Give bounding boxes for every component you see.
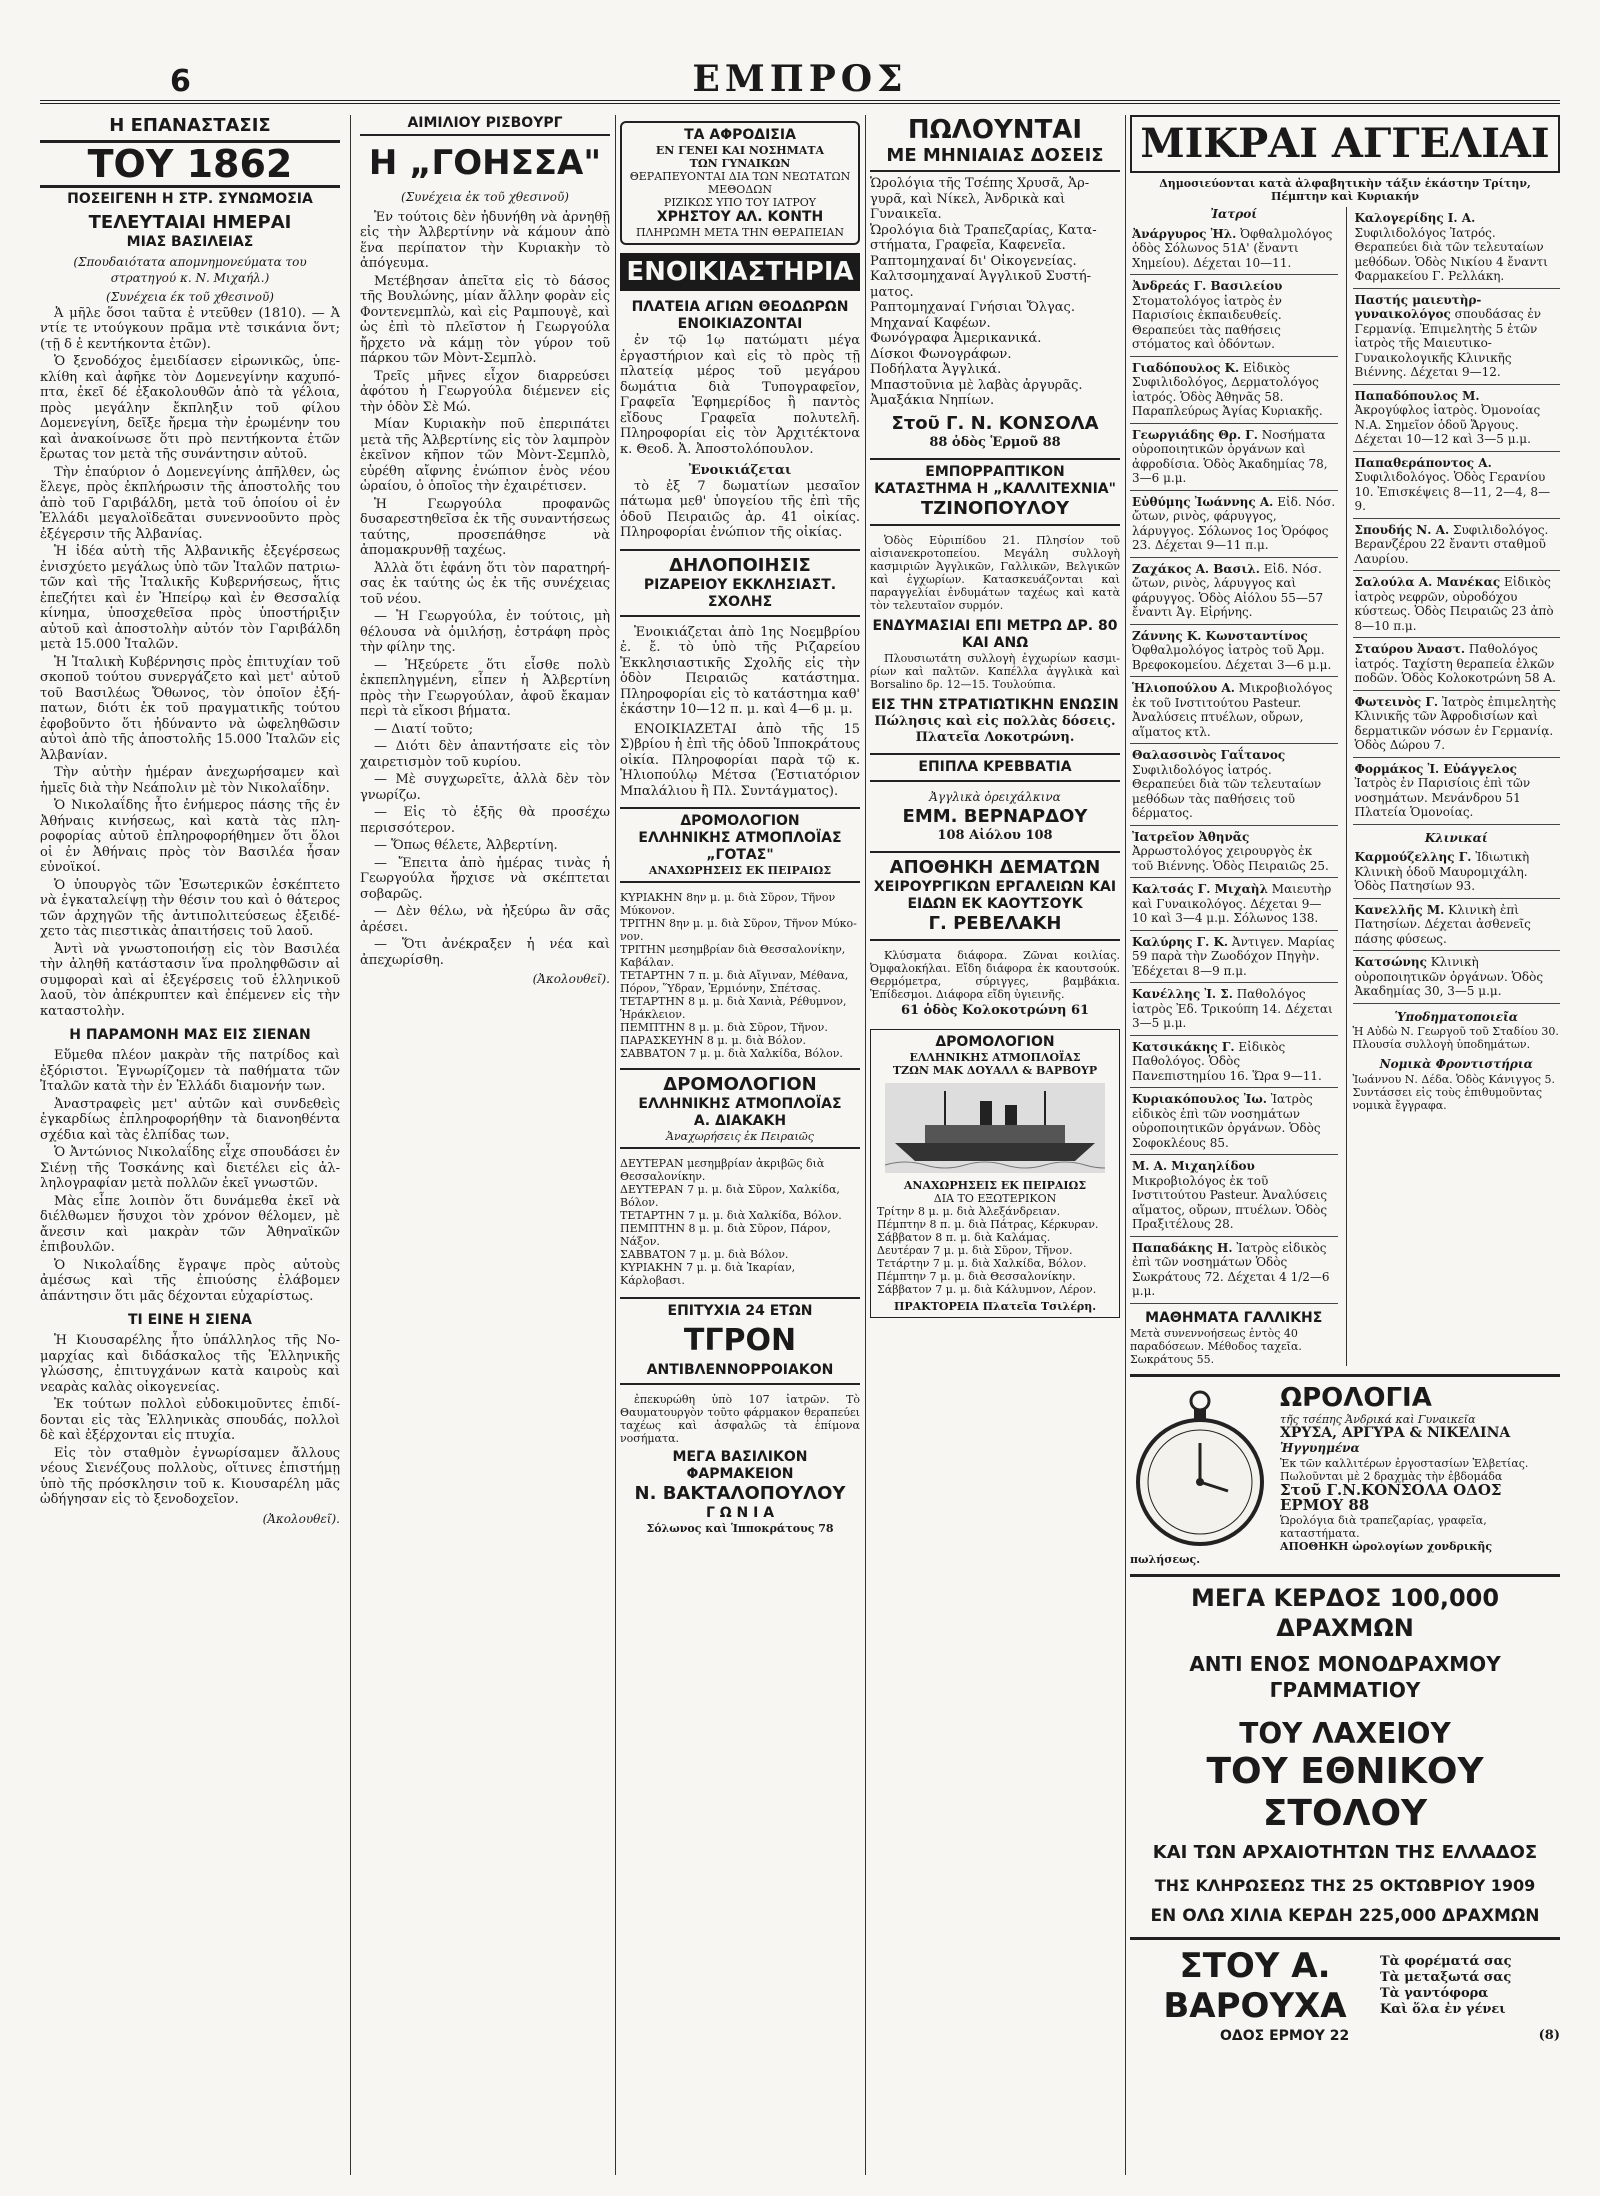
advert-text: Πλουσιωτάτη συλλογὴ ἐγχωρίων κασμιρίων καὶ παλτῶν. Καπέλλα ἀγγλικὰ καὶ Borsalino δρ. 12—15. Τουλούπια. [870,652,1120,691]
advert-text: Καὶ ὅλα ἐν γένει [1380,2001,1506,2017]
paragraph: Μὰς εἶπε λοιπὸν ὅτι δυνάμεθα ἐκεῖ νὰ διέλθωμεν ἥσυχοι τὸν χρόνον θέλομεν, μὲ ἄνεσιν καὶ μακρὰν τῶν Ἀθηναϊκῶν ἐπιβουλῶν. [40,1193,340,1255]
section-heading: Κλινικαί [1424,830,1488,845]
paragraph: Ἀναστραφεὶς μετ' αὐτῶν καὶ συνδεθεὶς ἐγκαρδίως ἐπληροφορήθην τὰ διανοηθέντα σχέδια καὶ τὰς ἐλπίδας των. [40,1096,340,1143]
advert-line: ΘΕΡΑΠΕΥΟΝΤΑΙ ΔΙΑ ΤΩΝ ΝΕΩΤΑΤΩΝ ΜΕΘΟΔΩΝ [629,170,851,196]
advert-line: Δίσκοι Φωνογράφων. [870,346,1012,362]
route-line: Πέμπτην 8 π. μ. διὰ Πάτρας, Κέρκυραν. [877,1217,1099,1231]
classified-ad [1353,846,1561,899]
paragraph: Ἐν τούτοις δὲν ἠδυνήθη νὰ ἀρνηθῇ εἰς τὴν Ἀλβερτίνην νὰ κάμουν ἀπὸ ἕνα περίπατον τὴν Κυριακὴν τὸ ἀπόγευμα. [360,209,610,271]
route-line: ΚΥΡΙΑΚΗΝ 8ην μ. μ. διὰ Σῦρον, Τῆνον Μύκονον. [620,891,836,917]
pharmacy-address: Σόλωνος καὶ Ἱπποκράτους 78 [646,1522,834,1535]
ad-name: Ἡλιοπούλου Α. [1132,681,1235,695]
advert-line: Ραπτομηχαναί δι' Οἰκογενείας. [870,253,1077,269]
ad-name: Σαλούλα Α. Μανέκας [1354,575,1501,589]
paragraph: Ὁ Νικολαΐδης ἦτο ἐνήμερος πάσης τῆς ἐν Ἀθήναις κινήσεως, καὶ κατὰ τὰς πληροφορίας αὐτοῦ ἐπληροφορήθημεν ὅτι ὅλοι οἱ ἐν Ἀθήναις πρὸς τὸν Βασιλέα ἦσαν εὐνοϊκοί. [40,798,340,875]
ad-name: Καλτσάς Γ. Μιχαὴλ [1132,882,1268,896]
pharmacy-name: ΜΕΓΑ ΒΑΣΙΛΙΚΟΝ ΦΑΡΜΑΚΕΙΟΝ [672,1449,808,1482]
route-line: Τετάρτην 7 μ. μ. διὰ Χαλκίδα, Βόλον. [877,1256,1087,1270]
advert-heading: ΑΝΑΧΩΡΗΣΕΙΣ ΕΚ ΠΕΙΡΑΙΩΣ [648,864,832,877]
paragraph: — Ἡ Γεωργούλα, ἐν τούτοις, μὴ θέλουσα νὰ ὁμιλήσῃ, ἐστράφη πρὸς τὴν φίλην της. [360,609,610,655]
ad-text: Στοματολόγος ἰατρὸς ἐν Παρισίοις ἐκπαιδευθείς. Θεραπεύει τὰς παθήσεις στόματος καὶ ὀδόντων. [1132,293,1282,351]
paragraph: Τρεῖς μῆνες εἶχον διαρρεύσει ἀφότου ἡ Γεωργούλα διέμενεν εἰς τὴν ὁδὸν Σὲ Μώ. [360,368,610,415]
route-line: ΣΑΒΒΑΤΟΝ 7 μ. μ. διὰ Βόλον. [620,1248,789,1261]
route-line: Τρίτην 8 μ. μ. διὰ Ἀλεξάνδρειαν. [877,1204,1061,1218]
paragraph: — Ὅτι ἀνέκραξεν ἡ νέα καὶ ἀπεχωρίσθη. [360,937,610,968]
ad-name: Ἀνάργυρος Ἠλ. [1132,226,1237,241]
classified-ad [1130,983,1338,1036]
ad-name: Ἰατρεῖον Ἀθηνᾶς [1132,829,1250,844]
paragraph: — Δὲν θέλω, νὰ ἠξεύρω ἂν σᾶς ἀρέσει. [360,904,610,935]
ad-name: Παστής μαιευτὴρ-γυναικολόγος [1354,292,1482,321]
column-feuilleton [360,115,610,2175]
paragraph: Ἐκ τούτων πολλοὶ εὐδοκιμοῦντες ἐπιδίδονται εἰς τὰς Ἑλληνικὰς σπουδάς, πολλοὶ δὲ καὶ ἐξέρχονται εἰς πτυχία. [40,1397,340,1443]
ad-text: Εἰδικὸς Συφιλιδολόγος, Δερματολόγος ἰατρός. Ὁδὸς Ἀθηνᾶς 58. Παραπλεύρως Ἁγίας Κυριακῆς. [1132,360,1323,418]
masthead [40,0,1560,104]
advert-heading: ΕΛΛΗΝΙΚΗΣ ΑΤΜΟΠΛΟΪΑΣ [909,1050,1081,1064]
advert-text: Ἡ Αὐδὼ Ν. Γεωργοῦ τοῦ Σταδίου 30. Πλουσία συλλογὴ ὑποδημάτων. [1352,1025,1559,1051]
route-line: ΤΡΙΤΗΝ μεσημβρίαν διὰ Θεσσαλονίκην, Καβάλαν. [620,943,846,969]
product-name: ΤΓΡΟΝ [683,1323,797,1358]
ad-name: Καλύρης Γ. Κ. [1132,934,1229,949]
advert-line: Μηχαναί Καφέων. [870,315,991,331]
ad-text: Μικροβιολόγος ἐκ τοῦ Ινστιτούτου Pasteur. Ἀναλύσεις αἵματος, οὔρων, πτυέλων. Ὁδὸς Πραξιτέλους 28. [1132,1173,1328,1231]
to-be-continued: (Ἀκολουθεῖ). [532,972,610,986]
classified-ad [1353,758,1561,825]
paragraph: — Διότι δὲν ἀπαντήσατε εἰς τὸν χαιρετισμὸν τοῦ κυρίου. [360,739,610,770]
column-classifieds-b [870,115,1120,2175]
route-line: ΣΑΒΒΑΤΟΝ 7 μ. μ. διὰ Χαλκίδα, Βόλον. [620,1047,843,1060]
route-line: Δευτέραν 7 μ. μ. διὰ Σῦρον, Τῆνον. [877,1243,1073,1257]
advert-text: Τὰ γαντόφορα [1380,1985,1489,2001]
advert-number: (8) [1538,2027,1560,2043]
shipping-schedule [870,1029,1120,1318]
route-line: ΤΡΙΤΗΝ 8ην μ. μ. διὰ Σῦρον, Τῆνον Μύκονον. [620,917,857,943]
classified-ad [1130,223,1338,276]
ad-text: Ὀφθαλμολόγος ἰατρὸς τοῦ Ἀρμ. Βρεφοκομείου. Δέχεται 3—6 μ.μ. [1132,643,1332,672]
shop-name: Γ. ΡΕΒΕΛΑΚΗ [928,913,1062,934]
shop-address: 88 ὁδὸς Ἑρμοῦ 88 [929,434,1061,450]
advert-heading: ΕΝΔΥΜΑΣΙΑΙ ΕΠΙ ΜΕΤΡΩ ΔΡ. 80 ΚΑΙ ΑΝΩ [872,618,1118,651]
advert-line: ΠΛΗΡΩΜΗ ΜΕΤΑ ΤΗΝ ΘΕΡΑΠΕΙΑΝ [635,226,845,239]
advert-text: τὸ ἐξ 7 δωματίων μεσαῖον πάτωμα μεθ' ὑπογείου τῆς ἐπὶ τῆς ὁδοῦ Πειραιῶς ἀρ. 41 οἰκίας. Πληροφορίαι ἐνώπιον τῆς οἰκίας. [620,478,860,540]
route-line: ΠΕΜΠΤΗΝ 8 μ. μ. διὰ Σῦρον, Τῆνον. [620,1021,828,1034]
section-heading: Ἰατροί [1210,207,1258,221]
advert-heading: ΠΩΛΟΥΝΤΑΙ [907,115,1083,145]
ad-name: Καρμούζελλης Γ. [1354,850,1472,864]
paragraph: — Ὅπως θέλετε, Ἀλβερτίνη. [374,838,558,853]
advert-line: Ὡρολόγια διὰ Τραπεζαρίας, Καταστήματα, Γραφεῖα, Καφενεῖα. [870,222,1097,253]
section-heading: ΔΗΛΟΠΟΙΗΣΙΣ [669,554,811,576]
advert-line: ΧΡΗΣΤΟΥ ΑΛ. ΚΟΝΤΗ [656,209,824,225]
advert-text: Ὡρολόγια διὰ τραπεζαρίας, γραφεῖα, καταστήματα. [1280,1513,1487,1540]
advert-text: Κλύσματα διάφορα. Ζῶναι κοιλίας. Ὀμφαλοκήλαι. Εἴδη διάφορα ἐκ καουτσούκ. Θερμόμετρα, σύριγγες, βαμβάκια. Ἐπίδεσμοι. Διάφορα εἴδη ὑγιεινῆς. [870,949,1120,1001]
shop-name: ΕΜΜ. ΒΕΡΝΑΡΔΟΥ [902,805,1088,827]
paragraph: Ἡ Κιουσαρέλης ἦτο ὑπάλληλος τῆς Νομαρχίας καὶ διδάσκαλος τῆς Ἑλληνικῆς γλώσσης, ἐπιτυγχάνων κατὰ καιροὺς καὶ νεαρὰς καλὰς οἰκογενείας. [40,1333,340,1395]
advert-heading: ΕΠΙΤΥΧΙΑ 24 ΕΤΩΝ [667,1303,813,1319]
shop-address: 61 ὁδὸς Κολοκοτρώνη 61 [900,1003,1090,1018]
byline: (Σπουδαιότατα απομνημονεύματα του στρατηγού κ. Ν. Μιχαήλ.) [73,255,307,285]
ad-text: Μικροβιολόγος ἐκ τοῦ Ινστιτούτου Pasteur. Ἀναλύσεις πτυέλων, οὔρων, αἵματος κτλ. [1132,681,1333,739]
ad-name: Εὐθύμης Ἰωάννης Α. [1132,494,1274,509]
advert-text: τῆς τσέπης Ἀνδρικά καὶ Γυναικεῖα [1280,1412,1476,1426]
paragraph: Ἀντὶ νὰ γνωστοποιήσῃ εἰς τὸν Βασιλέα τὴν ἀληθῆ κατάστασιν ἵνα προληφθῶσιν αἱ συμφοραὶ καὶ αἱ ἐξεγέρσεις τοῦ ἑλληνικοῦ λαοῦ, τὸν ἀπέκρυπτεν καὶ ἐπέμενεν εἰς τὴν καταστολὴν. [40,941,340,1019]
advert-heading: ΚΑΤΑΣΤΗΜΑ Η „ΚΑΛΛΙΤΕΧΝΙΑ" [874,481,1116,497]
advert-heading: ΤΖΩΝ ΜΑΚ ΔΟΥΑΛΛ & ΒΑΡΒΟΥΡ [892,1063,1098,1077]
ad-name: Κανελλῆς Μ. [1354,902,1445,917]
paper-name: ΕΜΠΡΟΣ [692,58,908,100]
paragraph: Ἡ ἰδέα αὐτὴ τῆς Ἀλβανικῆς ἐξεγέρσεως ἐνισχύετο μεγάλως ὑπὸ τῶν Ἰταλῶν πατριωτῶν καὶ τῆς Ἰταλικῆς Κυβερνήσεως, ἥτις ἐπεζήτει καὶ ἐν Ἠπείρῳ καὶ ἐν Θεσσαλίᾳ κίνημα, ὑποσχεθεῖσα πρὸς ὑποστήριξιν αὐτοῦ καὶ ἀποστολὴν αὐτόν τὸν Γαριβάλδη μετὰ 15.000 Ἰταλῶν. [40,544,340,652]
advert-text: Ἀγγλικὰ ὀρειχάλκινα [929,790,1061,804]
ad-name: Κυριακόπουλος Ἰω. [1132,1092,1267,1106]
ad-text: Εἰδικὸς Παθολόγος. Ὁδὸς Πανεπιστημίου 16. Ὥρα 9—11. [1132,1039,1322,1083]
advert-heading: ΜΕ ΜΗΝΙΑΙΑΣ ΔΟΣΕΙΣ [870,145,1120,172]
feuilleton-author: ΑΙΜΙΛΙΟΥ ΡΙΣΒΟΥΡΓ [360,115,610,136]
advert-line: ΡΙΖΙΚΩΣ ΥΠΟ ΤΟΥ ΙΑΤΡΟΥ [663,196,817,209]
section-heading: Νομικὰ Φροντιστήρια [1379,1057,1533,1071]
ad-text: Νοσήματα οὐροποιητικῶν ὀργάνων καὶ ἀφροδίσια. Ὁδὸς Ἀκαδημίας 78, 3—6 μ.μ. [1132,427,1328,485]
column-small-ads [1130,115,1560,2175]
pharmacy-name: Ν. ΒΑΚΤΑΛΟΠΟΥΛΟΥ [634,1483,846,1504]
paragraph: Μίαν Κυριακὴν ποῦ ἐπεριπάτει μετὰ τῆς Ἀλβερτίνης εἰς τὸν λαμπρὸν ἐκεῖνον κῆπον τῶν Μὸντ-Σεμπλὸ, εὑρέθη αἴφνης ἐνώπιον ἑνὸς νέου ὡραίου, ὁ ὁποῖος τὴν ἐχαιρέτισεν. [360,417,610,494]
section-heading: ΔΡΟΜΟΛΟΓΙΟΝ [680,813,800,829]
watch-advert [1130,1374,1560,1566]
advert-text: ἐν τῷ 1ῳ πατώματι μέγα ἐργαστήριον καὶ εἰς τὸ πρὸς τῇ πλατείᾳ μέρος τοῦ μεγάρου δωμάτια διὰ Τυπογραφεῖον, Γραφεῖα Ἐφημερίδος ἢ παντὸς εἴδους Γραφεῖα πολυτελῆ. Πληροφορίαι εἰς τὸν Ἀρχιτέκτονα κ. Θεοδ. Ἀ. Ἀποστολόπουλον. [620,333,860,457]
paragraph: — Μὲ συγχωρεῖτε, ἀλλὰ δὲν τὸν γνωρίζω. [360,772,610,803]
classified-ad [1353,638,1561,691]
advert-heading: ΕΙΣ ΤΗΝ ΣΤΡΑΤΙΩΤΙΚΗΝ ΕΝΩΣΙΝ [871,697,1119,713]
paragraph: Ὁ Νικολαΐδης ἔγραψε πρὸς αὐτοὺς ἀμέσως καὶ τῆς ἐπιούσης ἐλάβομεν ἀπάντησιν ὅτι μᾶς δέχονται εὐχαρίστως. [40,1257,340,1304]
ad-name: Ζάννης Κ. Κωνσταντίνος [1132,628,1308,643]
classified-ad [1130,424,1338,491]
route-line: Σάββατον 8 π. μ. διὰ Καλάμας. [877,1230,1051,1244]
classified-ad [1130,558,1338,625]
ad-text: Ἀντιγεν. Μαρίας 59 παρὰ τὴν Ζωοδόχον Πηγὴν. Ἐδέχεται 8—9 π.μ. [1132,934,1335,978]
classified-ad [1130,1036,1338,1089]
advert-line: ΤΑ ΑΦΡΟΔΙΣΙΑ [684,127,796,143]
article-title-year: ΤΟΥ 1862 [40,140,340,188]
article-title: Η ΕΠΑΝΑΣΤΑΣΙΣ [109,115,271,136]
advert-line: ΕΝ ΓΕΝΕΙ ΚΑΙ ΝΟΣΗΜΑΤΑ [655,144,825,157]
section-heading: ΕΜΠΟΡΡΑΠΤΙΚΟΝ [925,464,1065,480]
classified-ad [1353,571,1561,638]
continuation-note: (Συνέχεια ἐκ τοῦ χθεσινοῦ) [401,190,569,204]
section-heading: ΔΡΟΜΟΛΟΓΙΟΝ [663,1074,817,1095]
advert-heading: ΔΙΑ ΤΟ ΕΞΩΤΕΡΙΚΟΝ [933,1191,1057,1205]
paragraph: Τὴν αὐτὴν ἡμέραν ἀνεχωρήσαμεν καὶ ἡμεῖς διὰ τὴν Νεάπολιν μὲ τὸν Νικολαΐδην. [40,765,340,796]
column-divider [350,115,351,2175]
shop-name: ΣΤΟΥ Α. ΒΑΡΟΥΧΑ [1163,1945,1347,2026]
ads-subcolumn-left [1130,207,1338,1366]
route-line: ΔΕΥΤΕΡΑΝ 7 μ. μ. διὰ Σῦρον, Χαλκίδα, Βόλον. [620,1183,840,1209]
classified-ad [1353,519,1561,572]
paragraph: Μετέβησαν ἀπεῖτα εἰς τὸ δάσος τῆς Βουλώνης, μίαν ἄλλην φορὰν εἰς Φοντενεμπλὼ, καὶ εἰς Ραμπουγὲ, καὶ ὡς ἐπὶ τὸ πλεῖστον ἡ Γεωργούλα ἤρχετο νὰ κάμῃ τὸν γύρον τοῦ πάρκου τῶν Μὸντ-Σεμπλὸ. [360,273,610,366]
advert-line: Μπαστοῦνια μὲ λαβὰς ἀργυρᾶς. [870,377,1083,393]
route-line: ΠΕΜΠΤΗΝ 8 μ. μ. διὰ Σῦρον, Πάρον, Νάξον. [620,1222,831,1248]
lottery-headline: ΜΕΓΑ ΚΕΡΔΟΣ 100,000 ΔΡΑΧΜΩΝ [1190,1583,1500,1642]
section-heading: ΑΠΟΘΗΚΗ ΔΕΜΑΤΩΝ [889,857,1101,878]
paragraph: Ἡ Γεωργούλα προφανῶς δυσαρεστηθεῖσα ἐκ τῆς συναντήσεως ταύτης, προσεπάθησε νὰ ἀπομακρυνθῇ ταχέως. [360,496,610,558]
advert-heading: ΕΛΛΗΝΙΚΗΣ ΑΤΜΟΠΛΟΪΑΣ „ΓΟΤΑΣ" [638,830,842,863]
ad-text: Μαιευτὴρ καὶ Γυναικολόγος. Δέχεται 9—10 καὶ 3—4 μ.μ. Σόλωνος 138. [1132,882,1332,925]
ad-name: Ἀνδρεάς Γ. Βασιλείου [1132,279,1283,293]
advert-heading: Ἀναχωρήσεις ἐκ Πειραιῶς [666,1130,814,1143]
ad-text: Εἰδ. Νόσ. ὤτων, ρινὸς, λάρυγγος καὶ φάρυγγος. Ὁδὸς Αἰόλου 55—57 ἔναντι Ἁγ. Εἰρήνης. [1132,561,1324,619]
advert-text: Ἐνοικιάζεται ἀπὸ 1ης Νοεμβρίου ἐ. ἔ. τὸ ὑπὸ τῆς Ριζαρείου Ἐκκλησιαστικῆς Σχολῆς εἰς τὴν ὁδὸν Πειραιῶς κατάστημα. Πληροφορίαι εἰς τὸ κατάστημα καθ' ἑκάστην 10—12 π. μ. καὶ 4—6 μ. μ. [620,624,860,717]
advert-line: Ὡρολόγια τῆς Τσέπης Χρυσᾶ, Ἀργυρᾶ, καὶ Νίκελ, Ἀνδρικὰ καὶ Γυναικεῖα. [870,176,1090,222]
route-line: ΠΑΡΑΣΚΕΥΗΝ 8 μ. μ. διὰ Βόλον. [620,1034,807,1047]
lottery-headline: ΚΑΙ ΤΩΝ ΑΡΧΑΙΟΤΗΤΩΝ ΤΗΣ ΕΛΛΑΔΟΣ [1152,1841,1538,1863]
ad-name: Παπαθεράποντος Α. [1354,455,1492,470]
ad-text: Συφιλιδολόγος ἰατρός. Θεραπεύει διὰ τῶν τελευταίων μεθόδων τὰς παθήσεις τοῦ δέρματος. [1132,762,1322,820]
feuilleton-title: Η „ΓΟΗΣΣΑ" [368,143,602,183]
page-number: 6 [170,64,191,99]
advert-heading: ΧΕΙΡΟΥΡΓΙΚΩΝ ΕΡΓΑΛΕΙΩΝ ΚΑΙ ΕΙΔΩΝ ΕΚ ΚΑΟΥΤΣΟΥΚ [873,879,1117,912]
classified-ad [1130,625,1338,678]
classified-ad [1353,452,1561,519]
article-subtitle: ΜΙΑΣ ΒΑΣΙΛΕΙΑΣ [126,234,254,250]
paragraph: Ὁ ξενοδόχος ἐμειδίασεν εἰρωνικῶς, ὑπεκλίθη καὶ ἀφῆκε τὸν Δομενεγίνην καχυπόπτα, ἐκεῖ δέ ἐξακολουθῶν ἀπὸ τὰ γέλοια, πρὸς μεγάλην ἔκπληξιν τοῦ φίλου Δομενεγίνη, δεῖξε ἤρεμα τὴν ἐρωμένην του καὶ ἀνακοίνωσε ὅτι πρὸ πεντήκοντα ἐτῶν ἔρωτας τον μετὰ τῆς συνάντησιν αὐτοῦ. [40,354,340,462]
column-divider [1125,115,1126,2175]
agency-address: ΠΡΑΚΤΟΡΕΙΑ Πλατεῖα Τσιλέρη. [893,1299,1097,1313]
advert-text: Ὁδὸς Εὐριπίδου 21. Πλησίον τοῦ αἰσιανεκροτοπείου. Μεγάλη συλλογὴ κασμιριῶν Ἀγγλικῶν, Γαλλικῶν, Βελγικῶν καὶ ἐγχωρίων. Κατασκευάζονται καὶ παραγγελίαι ἐνδυμάτων ταχέως καὶ κατὰ τὸν τελευταῖον συρμόν. [870,534,1120,612]
continuation-note: (Συνέχεια έκ τοῦ χθεσινοῦ) [106,290,274,304]
ad-name: Καλογερίδης Ι. Α. [1354,211,1476,225]
advert-text: Ἰωάννου Ν. Δέδα. Ὁδὸς Κάνιγγος 5. Συντάσσει εἰς τοὺς ἐπιθυμοῦντας νομικὰ ἔγγραφα. [1352,1072,1556,1112]
advert-line: Ποδήλατα Ἀγγλικά. [870,362,1002,377]
section-heading: ΤΙ ΕΙΝΕ Η ΣΙΕΝΑ [127,1312,253,1328]
ad-text: Ἰατρὸς εἰδικὸς ἐπὶ τῶν νοσημάτων οὐροποιητικῶν ὀργάνων. Ὁδὸς Σοφοκλέους 85. [1132,1092,1321,1150]
to-be-continued: (Ἀκολουθεῖ). [262,1511,340,1526]
advert-line: ΤΩΝ ΓΥΝΑΙΚΩΝ [689,157,791,170]
column-divider [865,115,866,2175]
paragraph: Εὕμεθα πλέον μακρὰν τῆς πατρίδος καὶ ἐξόριστοι. Ἐγνωρίζομεν τὰ παθήματα τῶν Ἰταλῶν κατὰ τὴν ἐν Ἑλλάδι διαμονήν των. [40,1048,340,1094]
ad-text: Συφιλιδολόγος. Ὁδὸς Γερανίου 10. Ἐπισκέψεις 8—11, 2—4, 8—9. [1354,470,1551,513]
classified-ad [1353,951,1561,1004]
lottery-prizes: ΕΝ ΟΛΩ ΧΙΛΙΑ ΚΕΡΔΗ 225,000 ΔΡΑΧΜΩΝ [1150,1905,1540,1926]
classified-ad [1130,1237,1338,1304]
ad-name: Κατσώνης [1354,955,1427,969]
lottery-advert [1130,1574,1560,1927]
column-divider [615,115,616,2175]
ad-text: Παθολόγος ἰατρὸς Ἐδ. Τρικούπη 14. Δέχεται 3—5 μ.μ. [1132,987,1333,1030]
classified-ad [1353,207,1561,289]
ad-name: Σταύρου Ἀναστ. [1354,642,1466,656]
paragraph: — Ἔπειτα ἀπὸ ἡμέρας τινὰς ἡ Γεωργούλα ἤρχισε νὰ σκέπτεται σοβαρῶς. [360,855,610,902]
advert-heading: Ἐνοικιάζεται [688,463,792,478]
ad-name: Μ. Α. Μιχαηλίδου [1132,1159,1255,1173]
shop-address: 108 Αἰόλου 108 [937,827,1053,843]
classified-ad [1130,826,1338,879]
pocket-watch-icon [1130,1387,1270,1547]
advert-text: Τὰ μεταξωτά σας [1380,1969,1512,1985]
shop-address: ΟΔΟΣ ΕΡΜΟΥ 22 [1220,2027,1350,2044]
classified-ad [1353,289,1561,385]
advert-text: Ἠγγυημένα [1280,1441,1360,1455]
ad-text: Συφιλιδολόγος. Βερανζέρου 22 ἔναντι σταθμοῦ Λαυρίου. [1354,522,1549,566]
advert-text: ΕΝΟΙΚΙΑΖΕΤΑΙ ἀπὸ τῆς 15 Σ)βρίου ἡ ἐπὶ τῆς ὁδοῦ Ἱπποκράτους οἰκία. Πληροφορίαι παρὰ τῷ κ. Ἠλιοπούλῳ Μέτσα (Ἑστιατόριον Μπαλάλιου ἢ Πλ. Συντάγματος). [620,721,860,799]
advert-heading: ΑΝΑΧΩΡΗΣΕΙΣ ΕΚ ΠΕΙΡΑΙΩΣ [903,1178,1087,1192]
classified-ad [1353,899,1561,952]
classified-ad [1130,491,1338,558]
ad-text: Συφιλιδολόγος Ἰατρός. Θεραπεύει διὰ τῶν τελευταίων μεθόδων. Ὁδὸς Νικίου 4 ἔναντι Φαρμακείου Γ. Ρελλάκη. [1354,225,1548,283]
ad-name: Ζαχάκος Α. Βασιλ. [1132,561,1260,576]
route-line: ΤΕΤΑΡΤΗΝ 7 π. μ. διὰ Αἴγιναν, Μέθανα, Πόρον, Ὕδραν, Ἑρμιόνην, Σπέτσας. [620,969,849,995]
ad-text: Εἰδ. Νόσ. ὤτων, ρινὸς, φάρυγγος, λάρυγγος. Σόλωνος 1ος Ὁρόφος 23. Δέχεται 9—11 π.μ. [1132,494,1336,552]
classified-ad [1130,744,1338,826]
advert-line: Φωνόγραφα Ἀμερικανικά. [870,331,1042,346]
ad-text: Ἰδιωτικὴ Κλινικὴ ὁδοῦ Μαυρομιχάλη. Ὁδὸς Πατησίων 93. [1354,850,1530,893]
section-heading: ΔΡΟΜΟΛΟΓΙΟΝ [935,1033,1055,1050]
advert-text: ΧΡΥΣΑ, ΑΡΓΥΡΑ & ΝΙΚΕΛΙΝΑ [1280,1424,1511,1441]
paragraph: — Ἠξεύρετε ὅτι εἶσθε πολὺ ἐκπεπληγμένη, εἶπεν ἡ Ἀλβερτίνη πρὸς τὴν Γεωργούλαν, ἀφοῦ ἔκαμαν περὶ τὰ εἴκοσι βήματα. [360,657,610,719]
advert-heading: ΕΛΛΗΝΙΚΗΣ ΑΤΜΟΠΛΟΪΑΣ [638,1096,842,1112]
advert-line: Ἀμαξάκια Νηπίων. [870,393,995,408]
route-line: ΔΕΥΤΕΡΑΝ μεσημβρίαν ἀκριβῶς διὰ Θεσσαλονίκην. [620,1157,825,1183]
lottery-draw-date: ΤΗΣ ΚΛΗΡΩΣΕΩΣ ΤΗΣ 25 ΟΚΤΩΒΡΙΟΥ 1909 [1154,1875,1536,1895]
small-ads-subtitle: Δημοσιεύονται κατὰ ἀλφαβητικὴν τάξιν ἑκάστην Τρίτην, Πέμπτην καὶ Κυριακήν [1159,177,1531,203]
classified-ad [1130,1155,1338,1237]
ad-name: Φωτεινὸς Γ. [1354,694,1439,709]
article-subtitle: ΠΟΣΕΙΓΕΝΗ Η ΣΤΡ. ΣΥΝΩΜΟΣΙΑ [67,191,313,207]
advert-heading: Α. ΔΙΑΚΑΚΗ [693,1113,787,1129]
lottery-headline: ΤΟΥ ΕΘΝΙΚΟΥ ΣΤΟΛΟΥ [1206,1750,1484,1834]
steamship-icon [885,1083,1105,1173]
section-heading: ΕΝΟΙΚΙΑΣΤΗΡΙΑ [620,253,860,291]
ad-name: Παπαδάκης Η. [1132,1240,1233,1255]
ad-name: Φορμάκος Ἰ. Εὐάγγελος [1354,761,1517,776]
ad-text: Κλινικὴ οὐροποιητικῶν ὀργάνων. Ὁδὸς Ἀκαδημίας 30, 3—5 μ.μ. [1354,955,1544,998]
advert-line: Ραπτομηχαναί Γνήσιαι Ὄλγας. [870,300,1075,315]
ads-subcolumn-right [1346,207,1561,1366]
ad-text: σπουδάσας ἐν Γερμανίᾳ. Ἐπιμελητὴς 5 ἐτῶν ἰατρὸς τῆς Μαιευτικο-Γυναικολογικῆς Κλινικῆς Βιέννης. Δέχεται 9—12. [1354,307,1542,379]
section-heading: Ὑποδηματοποιεῖα [1394,1009,1519,1024]
ad-text: Ὀφθαλμολόγος ὁδὸς Σόλωνος 51Α' (ἔναντι Χημείου). Δέχεται 10—11. [1132,226,1333,270]
ad-name: Παπαδόπουλος Μ. [1354,388,1480,403]
advert-heading: ΩΡΟΛΟΓΙΑ [1280,1382,1432,1413]
shop-name: Στοῦ Γ.Ν.ΚΟΝΣΟΛΑ ΟΔΟΣ ΕΡΜΟΥ 88 [1280,1480,1502,1514]
column-revolution-article [40,115,340,2175]
paragraph: — Διατί τοῦτο; [374,721,474,737]
varouxa-advert [1130,1937,1560,2026]
advert-heading: ΑΝΤΙΒΛΕΝΝΟΡΡΟΙΑΚΟΝ [646,1362,834,1378]
paragraph: Τὴν ἐπαύριον ὁ Δομενεγίνης ἀπῆλθεν, ὡς ἔλεγε, πρὸς ἐκπλήρωσιν τῆς ἀποστολῆς του ἀπὸ τοῦ Γαριβάλδη, μετὰ τοῦ ὁποίου οἱ ἐν Ἑλλάδι μεγαλοϊδεᾶται συνεννοοῦντο πρὸς ἐξέγερσιν τῆς Ἀλβανίας. [40,464,340,542]
ad-text: Ἰατρὸς ἐν Παρισίοις ἐπὶ τῶν νοσημάτων. Μενάνδρου 51 Πλατεία Ὁμονοίας. [1354,776,1531,819]
classified-ad [1130,931,1338,984]
advert-text: Μετὰ συνεννοήσεως ἐντὸς 40 παραδόσεων. Μέθοδος ταχεῖα. Σωκράτους 55. [1130,1326,1302,1366]
paragraph: Ἀ μῆλε ὅσοι ταῦτα ἐ ντεῦθεν (1810). — Ἀ ντίε τε ντούγκουν πρᾶμα ντὲ τσικάνια ὅντ; (τῇ δ ἐ κεντήκοντα ἐτῶν). [40,305,340,352]
article-subtitle: ΤΕΛΕΥΤΑΙΑΙ ΗΜΕΡΑΙ [88,212,292,233]
lottery-headline: ΤΟΥ ΛΑΧΕΙΟΥ [1239,1716,1451,1750]
ad-name: Κατσικάκης Γ. [1132,1039,1235,1054]
ad-text: Ἀκρογύφλος ἰατρὸς. Ὀμονοίας Ν.Α. Σημεῖον ὁδοῦ Ἄργους. Δέχεται 10—12 καὶ 3—5 μ.μ. [1354,403,1541,446]
classified-ad [1130,878,1338,931]
classified-ad [1130,275,1338,357]
ad-name: Γιαδόπουλος Κ. [1132,360,1240,375]
paragraph: Ὁ ὑπουργὸς τῶν Ἐσωτερικῶν ἐσκέπτετο νὰ ἐγκαταλείψῃ τὴν θέσιν του καὶ ὁ θάτερος τῶν ἀρχηγῶν τῆς ἀντιπολιτεύσεως ἐξειδέχετο τὰς πιεστικὰς ἀπαιτήσεις τοῦ λαοῦ. [40,877,340,939]
advert-line: Καλτσομηχαναί Ἀγγλικοῦ Συστήματος. [870,269,1092,300]
advert-text: Τὰ φορέματά σας [1380,1953,1512,1969]
advert-heading: ΤΖΙΝΟΠΟΥΛΟΥ [920,498,1070,519]
classified-ad [1130,357,1338,424]
paragraph: Ὁ Ἀντώνιος Νικολαΐδης εἶχε σπουδάσει ἐν Σιένῃ τῆς Τοσκάνης καὶ διετέλει εἰς ἀλληλογραφίαν μετὰ πολλῶν ἐκεῖ γνωστῶν. [40,1145,340,1191]
advert-text: Ἐκ τῶν καλλιτέρων ἐργοστασίων Ἐλβετίας. Πωλοῦνται μὲ 2 δραχμὰς τὴν ἑβδομάδα [1280,1456,1529,1483]
ad-text: Ἰατρὸς ἐπιμελητὴς Κλινικῆς τῶν Ἀφροδισίων καὶ δερματικῶν νόσων ἐν Γερμανίᾳ. Ὁδὸς Δώρου 7. [1354,694,1557,752]
advert-heading: ΡΙΖΑΡΕΙΟΥ ΕΚΚΛΗΣΙΑΣΤ. ΣΧΟΛΗΣ [643,576,837,610]
lottery-headline: ΑΝΤΙ ΕΝΟΣ ΜΟΝΟΔΡΑΧΜΟΥ ΓΡΑΜΜΑΤΙΟΥ [1189,1651,1501,1702]
pharmacy-name: Γ Ω Ν Ι Α [705,1505,775,1521]
paragraph: Ἀλλὰ ὅτι ἐφάνη ὅτι τὸν παρατηρήσας ἐκ ταύτης ὡς ἐκ τῆς συνέχειας τοῦ νέου. [360,560,610,607]
advert-text: ΑΠΟΘΗΚΗ ὡρολογίων χονδρικῆς πωλήσεως. [1130,1539,1493,1566]
small-ads-title: ΜΙΚΡΑΙ ΑΓΓΕΛΙΑΙ [1130,115,1560,173]
ad-text: Ἰατρὸς εἰδικὸς ἐπὶ τῶν νοσημάτων Ὁδὸς Σωκράτους 72. Δέχεται 4 1/2—6 μ.μ. [1132,1240,1330,1298]
ad-name: Κανέλλης Ἰ. Σ. [1132,987,1233,1001]
route-line: Πέμπτην 7 μ. μ. διὰ Θεσσαλονίκην. [877,1269,1076,1283]
ad-name: Σπουδής Ν. Α. [1354,522,1450,537]
ad-text: Ἀρρωστολόγος χειρουργὸς ἐκ τοῦ Βιέννης. Ὁδὸς Πειραιῶς 25. [1132,844,1329,873]
paragraph: Ἡ Ἰταλικὴ Κυβέρνησις πρὸς ἐπιτυχίαν τοῦ σκοποῦ τούτου συνεργάζετο καὶ μετ' αὐτοῦ τοῦ Βασιλέως Ὄθωνος, τὸν ὁποῖον ἐξήπατων, διότι ἐκ τοῦ πραγματικῆς τούτου ἐφοβοῦντο ὅτι ἠδύναντο νὰ ὠφεληθῶσιν αὐτοὶ ἀπὸ τῆς ἀποστολῆς 15.000 Ἰταλῶν εἰς Ἀλβανίαν. [40,654,340,763]
ad-name: Γεωργιάδης Θρ. Γ. [1132,427,1258,442]
advert-heading: ΠΛΑΤΕΙΑ ΑΓΙΩΝ ΘΕΟΔΩΡΩΝ ΕΝΟΙΚΙΑΖΟΝΤΑΙ [631,299,849,332]
ad-name: Θαλασσινὸς Γαΐτανος [1132,748,1286,762]
column-classifieds-a [620,115,860,2175]
classified-ad [1130,677,1338,744]
ad-text: Εἰδικὸς ἰατρὸς νεφρῶν, οὐροδόχου κύστεως. Ὁδὸς Πειραιῶς 23 ἀπὸ 8—10 π.μ. [1354,575,1554,633]
ad-text: Κλινικὴ ἐπὶ Πατησίων. Δέχεται ἀσθενεῖς πάσης φύσεως. [1354,902,1531,946]
advert-text: Πώλησις καὶ εἰς πολλὰς δόσεις. Πλατεῖα Λοκοτρώνη. [874,714,1116,745]
section-heading: ΕΠΙΠΛΑ ΚΡΕΒΒΑΤΙΑ [918,759,1072,775]
paragraph: — Εἰς τὸ ἑξῆς θὰ προσέχω περισσότερον. [360,805,610,836]
classified-ad [1130,1088,1338,1155]
classified-ad [1353,385,1561,452]
route-line: ΤΕΤΑΡΤΗΝ 8 μ. μ. διὰ Χανιὰ, Ρέθυμνον, Ἡράκλειον. [620,995,847,1021]
shop-name: Στοῦ Γ. Ν. ΚΟΝΣΟΛΑ [891,412,1099,434]
section-heading: Η ΠΑΡΑΜΟΝΗ ΜΑΣ ΕΙΣ ΣΙΕΝΑΝ [69,1027,311,1043]
route-line: Σάββατον 7 μ. μ. διὰ Κάλυμνον, Λέρον. [877,1282,1097,1296]
classified-ad [1353,691,1561,758]
route-line: ΤΕΤΑΡΤΗΝ 7 μ. μ. διὰ Χαλκίδα, Βόλον. [620,1209,842,1222]
route-line: ΚΥΡΙΑΚΗΝ 7 μ. μ. διὰ Ἰκαρίαν, Κάρλοβασι. [620,1261,796,1287]
paragraph: Εἰς τὸν σταθμὸν ἐγνωρίσαμεν ἄλλους νέους Σιενέζους πολλοὺς, οἵτινες ἐπιστήμῃ ὑπὸ τῆς πρόσκλησιν τοῦ κ. Κιουσαρέλη μᾶς ὡδήγησαν εἰς τὸ ξενοδοχεῖον. [40,1445,340,1507]
ad-text: Παθολόγος ἰατρός. Ταχίστη θεραπεία ἑλκῶν ποδῶν. Ὁδὸς Κολοκοτρώνη 58 Α. [1354,642,1556,685]
doctor-advert-logo [620,121,860,245]
advert-text: ἐπεκυρώθη ὑπὸ 107 ἰατρῶν. Τὸ Θαυματουργὸν τοῦτο φάρμακον θεραπεύει ταχέως καὶ ἀσφαλῶς τὰ ἐπίμονα νοσήματα. [620,1393,860,1445]
advert-heading: ΜΑΘΗΜΑΤΑ ΓΑΛΛΙΚΗΣ [1145,1309,1323,1326]
